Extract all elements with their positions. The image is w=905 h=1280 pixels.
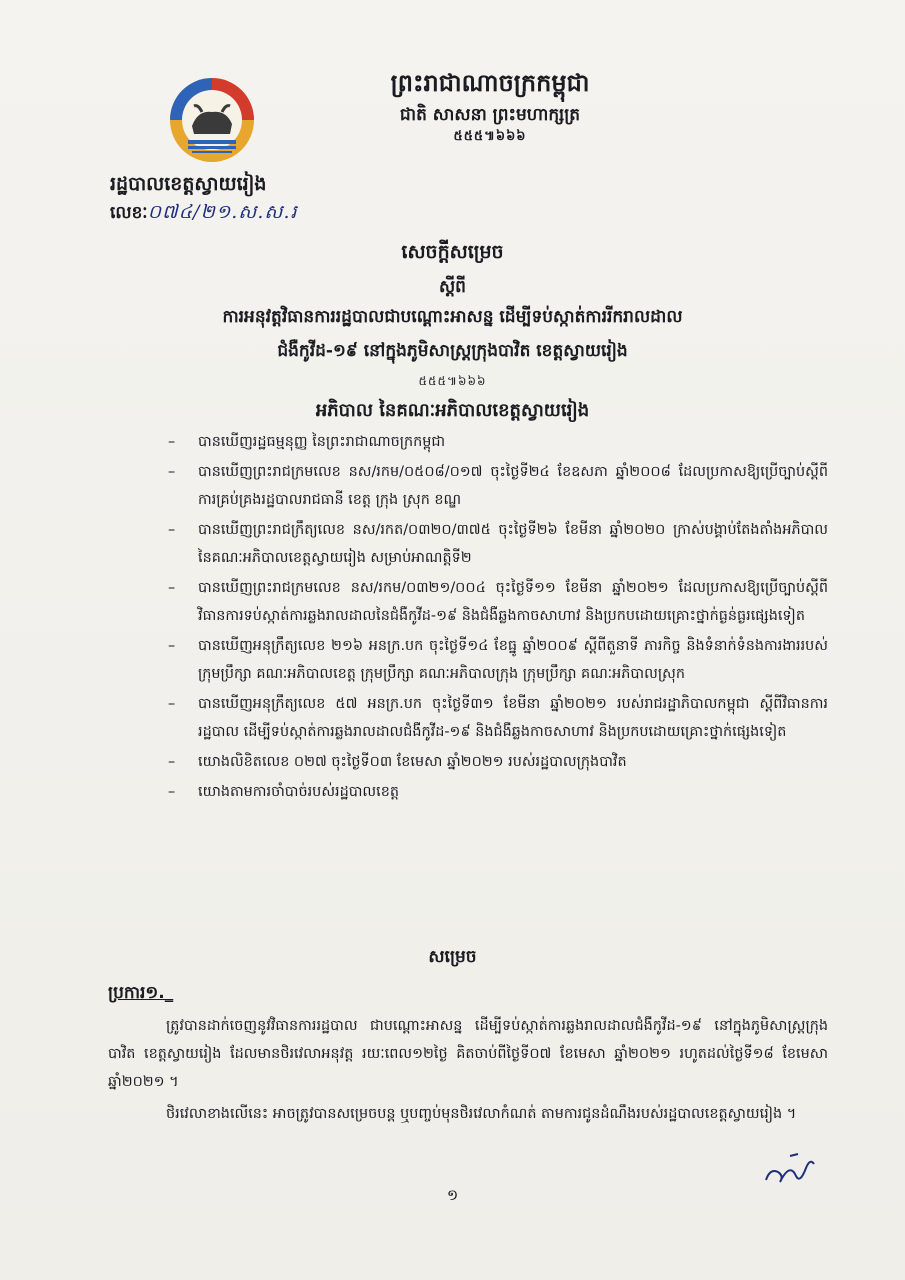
issuer-name: រដ្ឋបាលខេត្តស្វាយរៀង [110,173,267,195]
citation-item: – បានឃើញអនុក្រឹត្យលេខ ២១៦ អនក្រ.បក ចុះថ្ងៃទី១៤ ខែធ្នូ ឆ្នាំ២០០៩ ស្តីពីតួនាទី ភារកិច្ច និងទំនាក់ទំនងការងាររបស់ក្រុមប្រឹក្សា គណៈអភិបាលខេត្ត ក្រុមប្រឹក្សា គណៈអភិបាលក្រុង ក្រុមប្រឹក្សា គណៈអភិបាលស្រុក [168,638,828,682]
citation-item: – បានឃើញអនុក្រឹត្យលេខ ៥៧ អនក្រ.បក ចុះថ្ងៃទី៣១ ខែមីនា ឆ្នាំ២០២១ របស់រាជរដ្ឋាភិបាលកម្ពុជា ស្តីពីវិធានការរដ្ឋបាល ដើម្បីទប់ស្កាត់ការឆ្លងរាលដាលជំងឺកូវីដ-១៩ និងជំងឺឆ្លងកាចសាហាវ និងប្រកបដោយគ្រោះថ្នាក់ផ្សេងទៀត [168,696,828,740]
citation-item: – បានឃើញព្រះរាជក្រមលេខ នស/រកម/០៣២១/០០៤ ចុះថ្ងៃទី១១ ខែមីនា ឆ្នាំ២០២១ ដែលប្រកាសឱ្យប្រើច្បាប់ស្តីពីវិធានការទប់ស្កាត់ការឆ្លងរាលដាលនៃជំងឺកូវីដ-១៩ និងជំងឺឆ្លងកាចសាហាវ និងប្រកបដោយគ្រោះថ្នាក់ធ្ងន់ធ្ងរផ្សេងទៀត [168,580,828,624]
citation-text: បានឃើញព្រះរាជក្រមលេខ នស/រកម/០៣២១/០០៤ ចុះថ្ងៃទី១១ ខែមីនា ឆ្នាំ២០២១ ដែលប្រកាសឱ្យប្រើច្បាប់ស្តីពីវិធានការទប់ស្កាត់ការឆ្លងរាលដាលនៃជំងឺកូវីដ-១៩ និងជំងឺឆ្លងកាចសាហាវ និងប្រកបដោយគ្រោះថ្នាក់ធ្ងន់ធ្ងរផ្សេងទៀត [198,580,828,624]
article-paragraph-2: ថិរវេលាខាងលើនេះ អាចត្រូវបានសម្រេចបន្ត ឬបញ្ចប់មុនថិរវេលាកំណត់ តាមការជូនដំណឹងរបស់រដ្ឋបាលខេត្តស្វាយរៀង ។ [166,1106,797,1122]
citation-text: យោងតាមការចាំបាច់របស់រដ្ឋបាលខេត្ត [198,784,399,800]
article-label-text: ប្រការ១._ [108,983,174,1003]
citation-text: បានឃើញអនុក្រឹត្យលេខ ៥៧ អនក្រ.បក ចុះថ្ងៃទី៣១ ខែមីនា ឆ្នាំ២០២១ របស់រាជរដ្ឋាភិបាលកម្ពុជា ស្តីពីវិធានការរដ្ឋបាល ដើម្បីទប់ស្កាត់ការឆ្លងរាលដាលជំងឺកូវីដ-១៩ និងជំងឺឆ្លងកាចសាហាវ និងប្រកបដោយគ្រោះថ្នាក់ផ្សេងទៀត [198,696,828,740]
citation-text: បានឃើញអនុក្រឹត្យលេខ ២១៦ អនក្រ.បក ចុះថ្ងៃទី១៤ ខែធ្នូ ឆ្នាំ២០០៩ ស្តីពីតួនាទី ភារកិច្ច និងទំនាក់ទំនងការងាររបស់ក្រុមប្រឹក្សា គណៈអភិបាលខេត្ត ក្រុមប្រឹក្សា គណៈអភិបាលក្រុង ក្រុមប្រឹក្សា គណៈអភិបាលស្រុក [198,638,828,682]
national-motto: ជាតិ សាសនា ព្រះមហាក្សត្រ [399,105,581,125]
reference-line [110,200,298,228]
article-label [108,982,173,1007]
page-number: ១ [446,1186,459,1204]
article-paragraph-1: ត្រូវបានដាក់ចេញនូវវិធានការរដ្ឋបាល ជាបណ្តោះអាសន្ន ដើម្បីទប់ស្កាត់ការឆ្លងរាលដាលជំងឺកូវីដ-១៩ នៅក្នុងភូមិសាស្ត្រក្រុងបាវិត ខេត្តស្វាយរៀង ដែលមានថិរវេលាអនុវត្ត រយៈពេល១២ថ្ងៃ គិតចាប់ពីថ្ងៃទី០៧ ខែមេសា ឆ្នាំ២០២១ រហូតដល់ថ្ងៃទី១៨ ខែមេសា ឆ្នាំ២០២១ ។ [108,1018,828,1090]
citation-text: បានឃើញរដ្ឋធម្មនុញ្ញ នៃព្រះរាជាណាចក្រកម្ពុជា [198,434,446,450]
citation-text: បានឃើញព្រះរាជក្រមលេខ នស/រកម/០៥០៨/០១៧ ចុះថ្ងៃទី២៤ ខែឧសភា ឆ្នាំ២០០៨ ដែលប្រកាសឱ្យប្រើច្បាប់ស្តីពីការគ្រប់គ្រងរដ្ឋបាលរាជធានី ខេត្ត ក្រុង ស្រុក ខណ្ឌ [198,464,828,508]
issuing-authority: អភិបាល នៃគណៈអភិបាលខេត្តស្វាយរៀង [315,400,590,421]
header-ornament: ៥៥៥៕៦៦៦ [453,129,527,144]
reference-number: ០៧៤/២១.ស.ស.រ [147,201,298,223]
decision-heading: សម្រេច [428,947,477,967]
citation-item: – បានឃើញព្រះរាជក្រមលេខ នស/រកម/០៥០៨/០១៧ ចុះថ្ងៃទី២៤ ខែឧសភា ឆ្នាំ២០០៨ ដែលប្រកាសឱ្យប្រើច្បាប់ស្តីពីការគ្រប់គ្រងរដ្ឋបាលរាជធានី ខេត្ត ក្រុង ស្រុក ខណ្ឌ [168,464,828,508]
document-type: សេចក្តីសម្រេច [401,241,504,263]
citation-item: – យោងលិខិតលេខ ០២៧ ចុះថ្ងៃទី០៣ ខែមេសា ឆ្នាំ២០២១ របស់រដ្ឋបាលក្រុងបាវិត [168,754,627,770]
citation-text: យោងលិខិតលេខ ០២៧ ចុះថ្ងៃទី០៣ ខែមេសា ឆ្នាំ២០២១ របស់រដ្ឋបាលក្រុងបាវិត [198,754,627,770]
subject-line-2: ជំងឺកូវីដ-១៩ នៅក្នុងភូមិសាស្ត្រក្រុងបាវិត ខេត្តស្វាយរៀង [277,341,628,361]
citation-item: – បានឃើញព្រះរាជក្រឹត្យលេខ នស/រកត/០៣២០/៣៧៥ ចុះថ្ងៃទី២៦ ខែមីនា ឆ្នាំ២០២០ ក្រាស់បង្គាប់តែងតាំងអភិបាល នៃគណៈអភិបាលខេត្តស្វាយរៀង សម្រាប់អាណត្តិទី២ [168,522,828,566]
handwritten-initial-icon [760,1150,820,1188]
citation-item: – បានឃើញរដ្ឋធម្មនុញ្ញ នៃព្រះរាជាណាចក្រកម្ពុជា [168,434,446,450]
kingdom-title: ព្រះរាជាណាចក្រកម្ពុជា [390,69,590,97]
about-label: ស្តីពី [439,277,466,297]
title-ornament: ៥៥៥៕៦៦៦ [418,374,487,388]
provincial-emblem-icon [168,76,256,166]
reference-label: លេខៈ [110,203,148,223]
subject-line-1: ការអនុវត្តវិធានការរដ្ឋបាលជាបណ្តោះអាសន្ន ដើម្បីទប់ស្កាត់ការរីករាលដាល [222,307,683,327]
citation-item: – យោងតាមការចាំបាច់របស់រដ្ឋបាលខេត្ត [168,784,399,800]
citation-text: បានឃើញព្រះរាជក្រឹត្យលេខ នស/រកត/០៣២០/៣៧៥ ចុះថ្ងៃទី២៦ ខែមីនា ឆ្នាំ២០២០ ក្រាស់បង្គាប់តែងតាំងអភិបាល នៃគណៈអភិបាលខេត្តស្វាយរៀង សម្រាប់អាណត្តិទី២ [198,522,828,566]
citation-list [168,428,828,808]
